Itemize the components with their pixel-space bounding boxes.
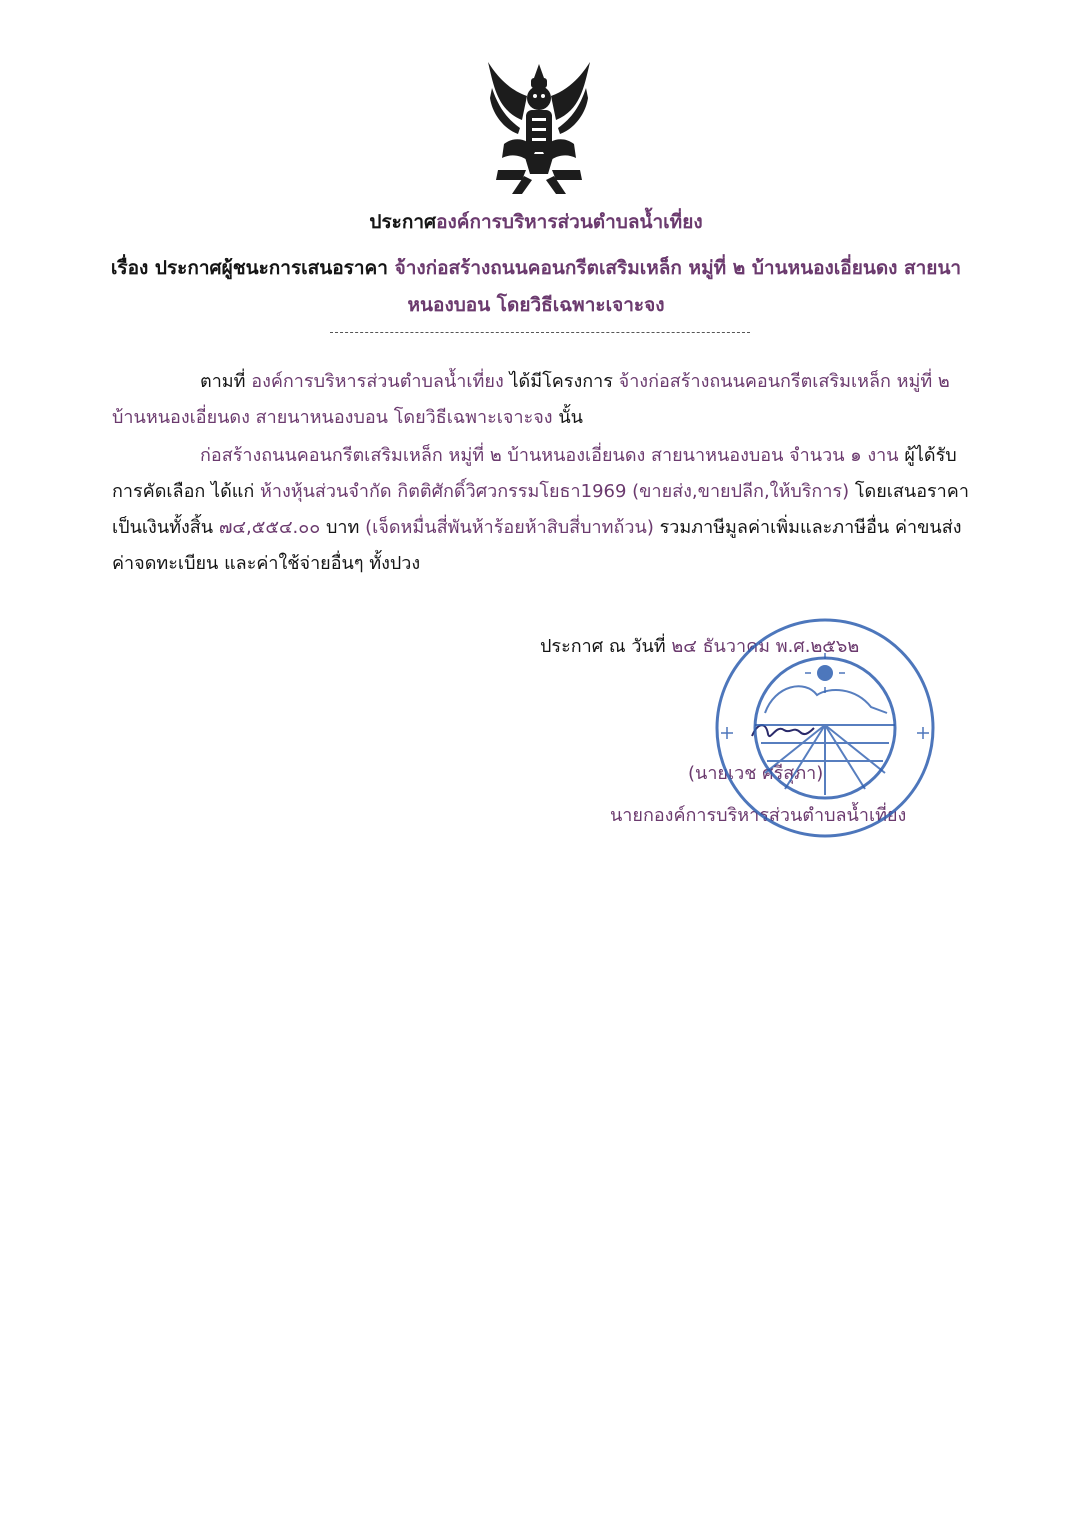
p2-selected: ผู้ได้รับการคัดเลือก ได้แก่ [112,445,957,502]
p1-mid: ได้มีโครงการ [509,371,613,392]
announcement-subject [0,256,1072,280]
subject-prefix: เรื่อง ประกาศผู้ชนะการเสนอราคา [110,257,388,279]
title-organization: องค์การบริหารส่วนตำบลน้ำเที่ยง [436,211,703,233]
announce-date: ๒๔ ธันวาคม พ.ศ.๒๕๖๒ [671,636,860,657]
signer-title: นายกองค์การบริหารส่วนตำบลน้ำเที่ยง [610,805,907,826]
paragraph-intro [112,364,974,436]
p2-baht: บาท [326,517,360,538]
signer-name: (นายเวช ศรีสุภา) [688,763,824,784]
official-stamp-seal [705,613,945,843]
announcement-subject-cont [0,293,1072,317]
p2-amount-words: (เจ็ดหมื่นสี่พันห้าร้อยห้าสิบสี่บาทถ้วน) [365,517,654,538]
paragraph-winner [112,438,974,582]
divider-line [330,332,750,333]
subject-project-line1: จ้างก่อสร้างถนนคอนกรีตเสริมเหล็ก หมู่ที่ ๒ บ้านหนองเอี่ยนดง สายนา [394,257,962,279]
announce-prefix: ประกาศ ณ วันที่ [540,636,666,657]
p1-lead: ตามที่ [200,371,246,392]
p1-end: นั้น [558,407,583,428]
garuda-emblem-icon [484,58,594,198]
p1-project: จ้างก่อสร้างถนนคอนกรีตเสริมเหล็ก หมู่ที่ ๒ บ้านหนองเอี่ยนดง สายนาหนองบอน โดยวิธีเฉพาะเจาะจง [112,371,950,428]
p2-amount: ๗๔,๕๕๔.๐๐ [218,517,321,538]
p2-offer: โดยเสนอราคา เป็นเงินทั้งสิ้น [112,481,969,538]
subject-project-line2: หนองบอน โดยวิธีเฉพาะเจาะจง [407,294,665,316]
p2-winner: ห้างหุ้นส่วนจำกัด กิตติศักดิ์วิศวกรรมโยธา1969 (ขายส่ง,ขายปลีก,ให้บริการ) [260,481,850,502]
announcement-title [0,210,1072,234]
p2-item: ก่อสร้างถนนคอนกรีตเสริมเหล็ก หมู่ที่ ๒ บ้านหนองเอี่ยนดง สายนาหนองบอน จำนวน ๑ งาน [200,445,899,466]
p1-organization: องค์การบริหารส่วนตำบลน้ำเที่ยง [251,371,504,392]
title-prefix: ประกาศ [369,211,437,233]
p2-tail: รวมภาษีมูลค่าเพิ่มและภาษีอื่น ค่าขนส่ง ค่าจดทะเบียน และค่าใช้จ่ายอื่นๆ ทั้งปวง [112,517,962,574]
